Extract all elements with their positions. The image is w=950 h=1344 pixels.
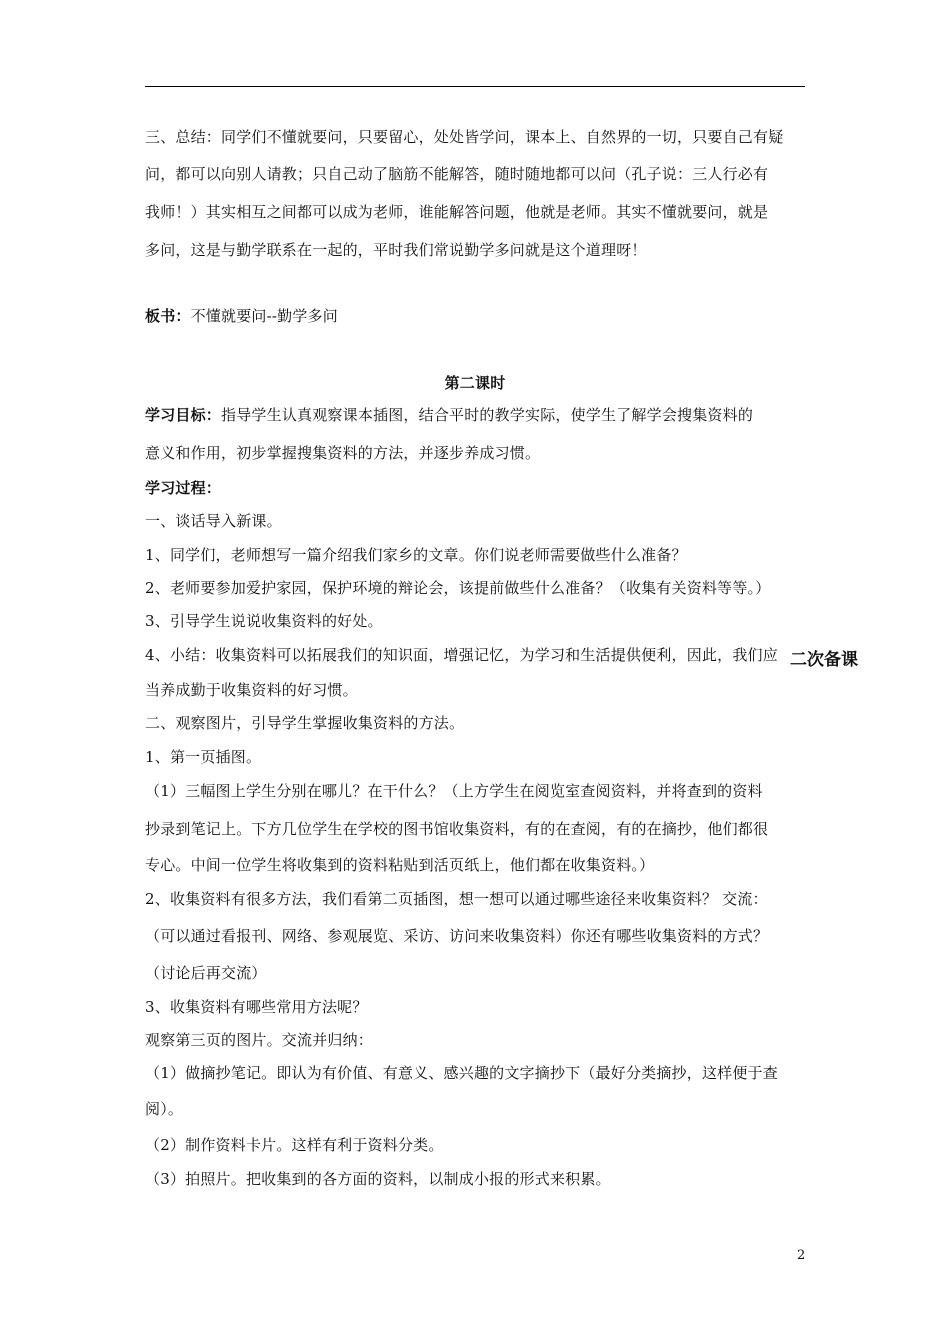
objective-line: 意义和作用，初步掌握搜集资料的方法，并逐步养成习惯。 bbox=[145, 444, 541, 462]
lesson-title: 第二课时 bbox=[444, 374, 506, 392]
header-rule bbox=[145, 86, 805, 87]
process-line: （2）制作资料卡片。这样有利于资料分类。 bbox=[145, 1136, 444, 1154]
board-writing bbox=[145, 305, 338, 326]
process-line: 观察第三页的图片。交流并归纳： bbox=[145, 1031, 374, 1049]
summary-line: 问，都可以向别人请教；只自己动了脑筋不能解答，随时随地都可以问（孔子说：三人行必有 bbox=[145, 165, 769, 183]
board-label: 板书： bbox=[145, 307, 191, 325]
process-line: 二、观察图片，引导学生掌握收集资料的方法。 bbox=[145, 714, 465, 732]
process-line: （1）三幅图上学生分别在哪儿？在干什么？（上方学生在阅览室查阅资料，并将查到的资料 bbox=[145, 782, 763, 800]
board-text: 不懂就要问--勤学多问 bbox=[190, 307, 338, 325]
page-number: 2 bbox=[797, 1248, 806, 1263]
process-line: 2、老师要参加爱护家园，保护环境的辩论会，该提前做些什么准备？（收集有关资料等等。） bbox=[145, 579, 771, 597]
process-line: 4、小结：收集资料可以拓展我们的知识面，增强记忆，为学习和生活提供便利，因此，我们应 bbox=[145, 646, 778, 664]
secondary-prep-note: 二次备课 bbox=[788, 645, 858, 670]
process-line: （讨论后再交流） bbox=[145, 964, 267, 982]
process-line: （3）拍照片。把收集到的各方面的资料，以制成小报的形式来积累。 bbox=[145, 1170, 611, 1188]
objective-text: 指导学生认真观察课本插图，结合平时的教学实际，使学生了解学会搜集资料的 bbox=[221, 406, 754, 424]
process-line: 3、收集资料有哪些常用方法呢？ bbox=[145, 998, 368, 1016]
process-label: 学习过程： bbox=[145, 479, 222, 497]
process-line: 一、谈话导入新课。 bbox=[145, 512, 282, 530]
process-line: 抄录到笔记上。下方几位学生在学校的图书馆收集资料，有的在查阅，有的在摘抄，他们都很 bbox=[145, 820, 769, 838]
process-line: 3、引导学生说说收集资料的好处。 bbox=[145, 612, 383, 630]
process-line: 1、第一页插图。 bbox=[145, 748, 262, 766]
summary-line: 我师！）其实相互之间都可以成为老师，谁能解答问题，他就是老师。其实不懂就要问，就是 bbox=[145, 203, 769, 221]
process-line: 当养成勤于收集资料的好习惯。 bbox=[145, 681, 358, 699]
summary-line: 三、总结：同学们不懂就要问，只要留心，处处皆学问，课本上、自然界的一切，只要自己有疑 bbox=[145, 128, 784, 146]
process-line: 阅）。 bbox=[145, 1100, 184, 1118]
process-line: 2、收集资料有很多方法，我们看第二页插图，想一想可以通过哪些途径来收集资料？ 交流： bbox=[145, 890, 768, 908]
objective-line bbox=[145, 404, 753, 425]
process-line: （可以通过看报刊、网络、参观展览、采访、访问来收集资料）你还有哪些收集资料的方式？ bbox=[145, 927, 769, 945]
objective-label: 学习目标： bbox=[145, 406, 222, 424]
summary-line: 多问，这是与勤学联系在一起的，平时我们常说勤学多问就是这个道理呀！ bbox=[145, 241, 647, 259]
process-line: 专心。中间一位学生将收集到的资料粘贴到活页纸上，他们都在收集资料。） bbox=[145, 856, 655, 874]
process-line: （1）做摘抄笔记。即认为有价值、有意义、感兴趣的文字摘抄下（最好分类摘抄，这样便于查 bbox=[145, 1064, 778, 1082]
process-line: 1、同学们，老师想写一篇介绍我们家乡的文章。你们说老师需要做些什么准备？ bbox=[145, 546, 687, 564]
